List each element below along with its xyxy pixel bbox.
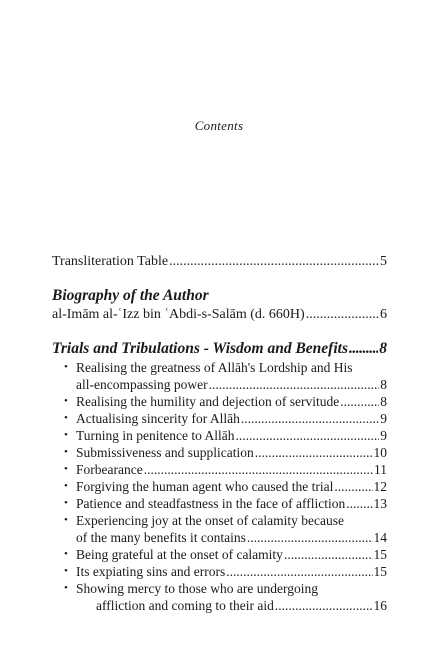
toc-entry-label: Its expiating sins and errors [76, 564, 226, 579]
dot-leader [334, 478, 372, 495]
dot-leader [209, 376, 380, 393]
toc-page-number: 14 [373, 530, 387, 545]
dot-leader [144, 461, 373, 478]
toc-page-number: 6 [380, 307, 387, 322]
toc-entry-label: Turning in penitence to Allāh [76, 428, 235, 443]
toc-entry-line: Experiencing joy at the onset of calamity because [76, 513, 345, 528]
section-heading-biography: Biography of the Author [52, 287, 209, 304]
toc-entry-item[interactable] [76, 444, 387, 461]
toc-entry-label: affliction and coming to their aid [96, 598, 274, 613]
bullet-icon: • [64, 463, 68, 475]
toc-entry-label: Transliteration Table [52, 254, 169, 269]
toc-entry-item[interactable] [76, 563, 387, 580]
toc-entry-item[interactable] [76, 461, 387, 478]
bullet-icon: • [64, 497, 68, 509]
page-title: Contents [194, 118, 244, 133]
dot-leader [241, 410, 379, 427]
toc-entry-item[interactable] [76, 478, 387, 495]
bullet-icon: • [64, 514, 68, 526]
toc-entry-biography[interactable] [52, 306, 387, 323]
dot-leader [349, 340, 378, 357]
toc-entry-item[interactable] [76, 393, 387, 410]
toc-entry-trials-heading[interactable] [52, 340, 387, 357]
toc-entry-label: Actualising sincerity for Allāh [76, 411, 240, 426]
toc-page-number: 9 [380, 411, 387, 426]
dot-leader [255, 444, 373, 461]
toc-entry-line: Realising the greatness of Allāh's Lordship and His [76, 360, 353, 375]
toc-page-number: 5 [380, 254, 387, 269]
bullet-icon: • [64, 565, 68, 577]
toc-entry-label: Submissiveness and supplication [76, 445, 254, 460]
dot-leader [306, 306, 379, 323]
toc-page-number: 15 [373, 564, 387, 579]
dot-leader [284, 546, 373, 563]
toc-entry-label: all-encompassing power [76, 377, 208, 392]
dot-leader [247, 529, 373, 546]
toc-entry-item[interactable] [76, 529, 387, 546]
dot-leader [346, 495, 372, 512]
toc-entry-label: of the many benefits it contains [76, 530, 246, 545]
toc-entry-label: al-Imām al-ʿIzz bin ʿAbdi-s-Salām (d. 660H) [52, 307, 305, 322]
dot-leader [226, 563, 372, 580]
bullet-icon: • [64, 548, 68, 560]
toc-page-number: 8 [379, 340, 387, 357]
toc-page-number: 16 [373, 598, 387, 613]
bullet-icon: • [64, 446, 68, 458]
toc-page-number: 12 [373, 479, 387, 494]
toc-entry-item[interactable] [76, 546, 387, 563]
bullet-icon: • [64, 582, 68, 594]
bullet-icon: • [64, 429, 68, 441]
toc-entry-item[interactable] [76, 410, 387, 427]
bullet-icon: • [64, 412, 68, 424]
toc-entry-label: Realising the humility and dejection of servitude [76, 394, 340, 409]
toc-entry-item[interactable] [76, 376, 387, 393]
toc-entry-item[interactable] [96, 597, 387, 614]
dot-leader [275, 597, 373, 614]
dot-leader [169, 253, 379, 270]
dot-leader [236, 427, 380, 444]
toc-page-number: 11 [374, 462, 387, 477]
toc-entry-label: Patience and steadfastness in the face of affliction [76, 496, 346, 511]
toc-page-number: 8 [380, 377, 387, 392]
toc-entry-item[interactable] [76, 427, 387, 444]
toc-entry-label: Forbearance [76, 462, 143, 477]
toc-page-number: 9 [380, 428, 387, 443]
bullet-icon: • [64, 480, 68, 492]
toc-page-number: 13 [373, 496, 387, 511]
toc-page-number: 8 [380, 394, 387, 409]
toc-entry-item[interactable] [76, 495, 387, 512]
bullet-icon: • [64, 361, 68, 373]
toc-page-number: 10 [373, 445, 387, 460]
toc-entry-label: Forgiving the human agent who caused the trial [76, 479, 334, 494]
toc-entry-label: Being grateful at the onset of calamity [76, 547, 283, 562]
toc-page-number: 15 [373, 547, 387, 562]
section-heading-trials: Trials and Tribulations - Wisdom and Benefits [52, 340, 348, 357]
dot-leader [340, 393, 379, 410]
toc-entry-transliteration[interactable] [52, 253, 387, 270]
bullet-icon: • [64, 395, 68, 407]
toc-entry-line: Showing mercy to those who are undergoing [76, 581, 318, 596]
